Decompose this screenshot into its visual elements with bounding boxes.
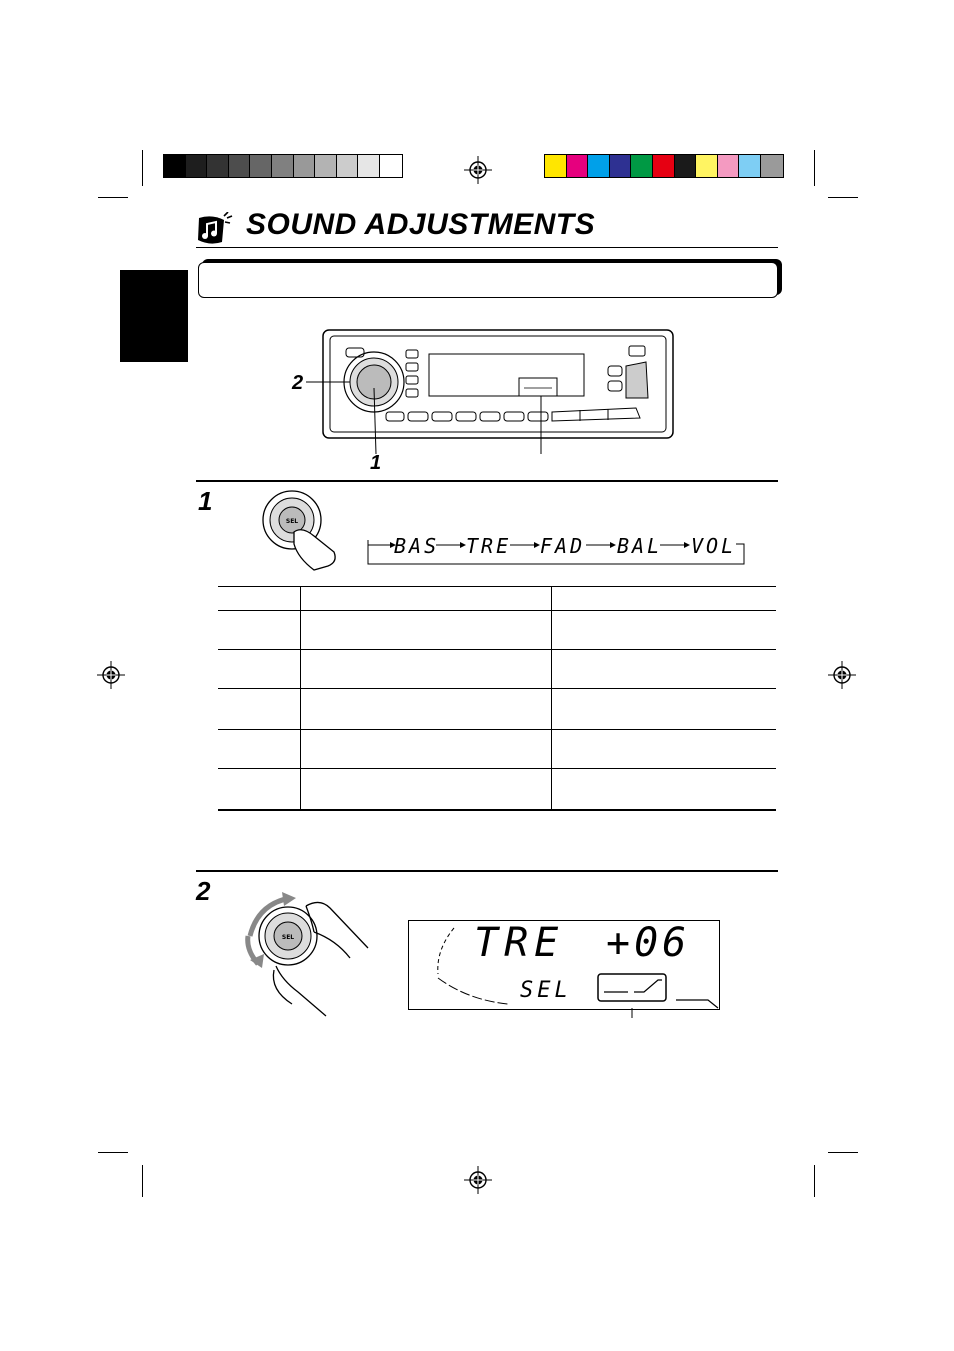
table-row [218,769,776,811]
gray-swatch [164,155,186,177]
color-swatch [631,155,653,177]
registration-target-icon [464,1166,492,1194]
table-row [218,730,776,769]
color-swatch [761,155,783,177]
table-row [218,611,776,650]
gray-swatch [272,155,294,177]
color-swatch [545,155,567,177]
crop-mark [814,1165,815,1197]
gray-swatch [315,155,337,177]
page-title: SOUND ADJUSTMENTS [246,208,596,241]
lcd-sel-text: SEL [520,978,572,1003]
step2-number: 2 [196,876,211,906]
lcd-mode-text: TRE [474,920,565,966]
crop-mark [828,1152,858,1153]
svg-text:SEL: SEL [281,934,295,941]
mode-bal: BAL [617,534,663,558]
crop-mark [142,150,143,186]
color-swatch [567,155,589,177]
gray-registration-bar [163,154,403,178]
music-note-icon [194,212,234,246]
color-swatch [739,155,761,177]
color-swatch [588,155,610,177]
mode-tre: TRE [466,534,512,558]
registration-target-icon [97,661,125,689]
mode-vol: VOL [691,534,737,558]
color-swatch [675,155,697,177]
table-row [218,650,776,689]
mode-fad: FAD [540,534,586,558]
gray-swatch [380,155,402,177]
gray-swatch [294,155,316,177]
crop-mark [98,1152,128,1153]
crop-mark [828,197,858,198]
color-swatch [696,155,718,177]
registration-target-icon [464,156,492,184]
language-side-tab [120,270,188,362]
crop-mark [814,150,815,186]
color-registration-bar [544,154,784,178]
table-header-row [218,587,776,611]
color-swatch [610,155,632,177]
step2-divider [196,870,778,872]
adjustment-table [218,586,776,811]
svg-text:SEL: SEL [285,518,299,525]
faceplate-diagram [290,326,690,476]
knob-turn-illustration [240,892,380,1018]
gray-swatch [207,155,229,177]
gray-swatch [229,155,251,177]
gray-swatch [186,155,208,177]
section-subheading-box [198,262,778,298]
color-swatch [653,155,675,177]
title-underline [196,247,778,248]
table-row [218,689,776,730]
mode-bas: BAS [394,534,440,558]
color-swatch [718,155,740,177]
gray-swatch [337,155,359,177]
registration-target-icon [828,661,856,689]
sel-callout-label: 1 [370,452,382,474]
gray-swatch [358,155,380,177]
sel-press-illustration [258,488,340,572]
lcd-value-text: +06 [606,920,691,966]
knob-callout-label: 2 [292,372,304,394]
crop-mark [98,197,128,198]
step1-divider [196,480,778,482]
crop-mark [142,1165,143,1197]
gray-swatch [250,155,272,177]
step1-number: 1 [198,486,213,516]
